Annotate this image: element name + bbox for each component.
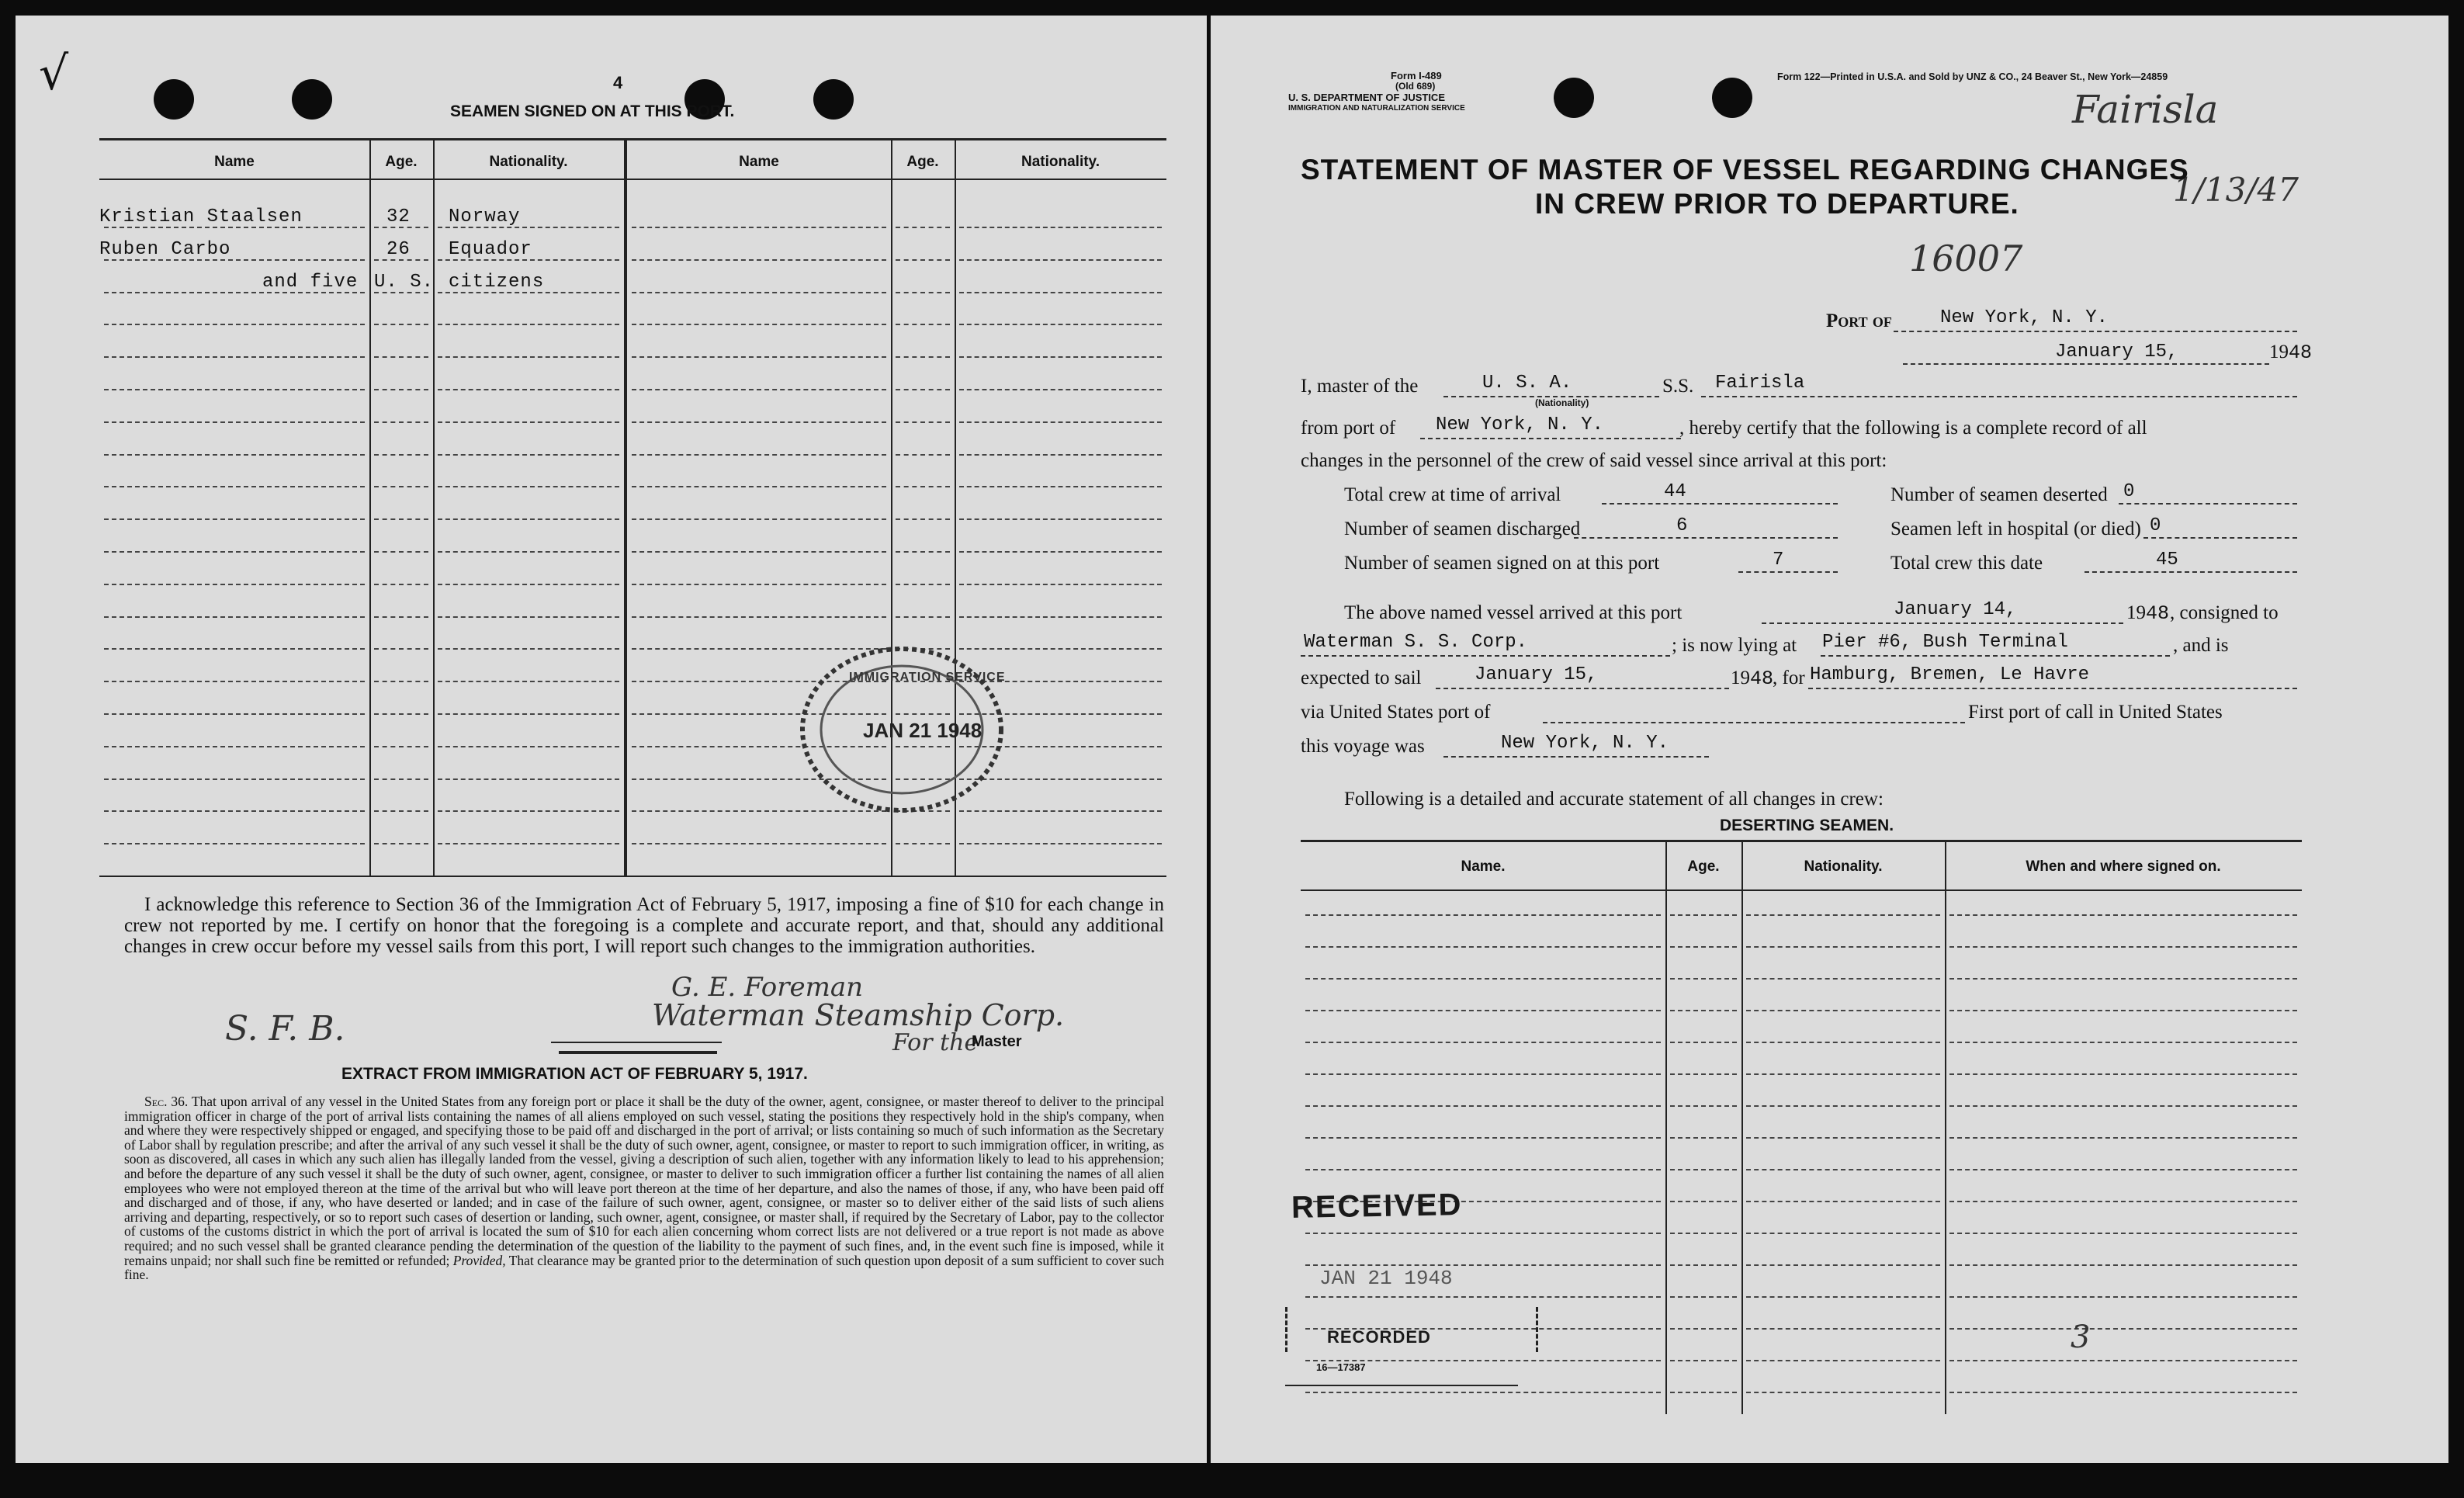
table-rule <box>896 486 950 487</box>
arrived-value: January 14, <box>1894 599 2017 620</box>
table-rule <box>438 324 619 325</box>
table-row-age: 26 <box>386 239 411 260</box>
column-header-name: Name. <box>1461 858 1506 875</box>
table-rule <box>104 616 365 618</box>
table-rule <box>959 292 1162 293</box>
table-row-age: 32 <box>386 206 411 227</box>
stat-label: Number of seamen deserted <box>1890 484 2108 505</box>
form-title-line2: IN CREW PRIOR TO DEPARTURE. <box>1535 188 2019 220</box>
table-rule <box>374 778 428 780</box>
table-rule <box>1305 946 1661 948</box>
table-rule <box>1949 1264 2297 1266</box>
section-title: SEAMEN SIGNED ON AT THIS PORT. <box>450 102 735 120</box>
arrived-label: The above named vessel arrived at this port <box>1344 602 1683 623</box>
nationality-value: U. S. A. <box>1482 373 1572 394</box>
table-rule <box>896 421 950 423</box>
table-rule <box>1949 1105 2297 1107</box>
table-rule <box>959 421 1162 423</box>
table-rule <box>374 746 428 747</box>
table-rule <box>1670 914 1737 916</box>
column-header-age: Age. <box>906 154 939 170</box>
table-rule <box>1949 1328 2297 1330</box>
table-rule <box>1670 1201 1737 1202</box>
table-rule <box>896 616 950 618</box>
lying-value: Pier #6, Bush Terminal <box>1822 632 2068 653</box>
punch-hole <box>1712 78 1752 118</box>
table-row-nationality: citizens <box>449 272 545 293</box>
table-rule <box>632 292 886 293</box>
table-rule <box>1949 1169 2297 1170</box>
table-rule <box>374 584 428 585</box>
handwritten-ship-name: Fairisla <box>2072 87 2219 132</box>
table-rule <box>1746 1328 1940 1330</box>
table-row-nationality: Norway <box>449 206 521 227</box>
master-of-label: I, master of the <box>1301 376 1419 397</box>
table-rule <box>104 454 365 456</box>
table-rule <box>104 356 365 358</box>
stat-value: 45 <box>2156 550 2178 570</box>
table-rule <box>438 389 619 390</box>
table-rule <box>1746 1010 1940 1011</box>
right-page <box>1211 16 2448 1463</box>
table-rule <box>632 356 886 358</box>
table-rule <box>896 259 950 261</box>
service-name: IMMIGRATION AND NATURALIZATION SERVICE <box>1288 104 1465 113</box>
table-rule <box>438 648 619 650</box>
table-rule <box>896 324 950 325</box>
table-rule <box>438 746 619 747</box>
expected-value: January 15, <box>1475 664 1598 685</box>
table-rule <box>1305 1296 1661 1298</box>
expected-year: 48 <box>1750 668 1774 690</box>
table-row-name: Ruben Carbo <box>99 239 231 260</box>
table-rule <box>959 389 1162 390</box>
table-rule <box>1746 1233 1940 1234</box>
port-label: Port of <box>1826 310 1892 331</box>
table-rule <box>1746 1042 1940 1043</box>
table-rule <box>1949 1042 2297 1043</box>
handwritten-file-number: 16007 <box>1909 238 2023 279</box>
extract-body: That upon arrival of any vessel in the United States from any foreign port or place it shall be the duty of the owner, agent, consignee, or master thereof to deliver to the principal immigration officer in charge of the port of arrival lists containing the names of all aliens employed on such vessel, stating the positions they respectively hold in the ship's company, when and where they were respectively shipped or engaged, and specifying those to be paid off and discharged in the port of arrival; or lists containing so much of such information as the Secretary of Labor shall by regulation prescribe; and after the arrival of any such vessel it shall be the duty of such owner, agent, consignee, or master to report to such immigration officer, in writing, as soon as discovered, all cases in which any such alien has illegally landed from the vessel, giving a description of such alien, together with any information likely to lead to his apprehension; and before the departure of any such vessel it shall be the duty of such owner, agent, consignee, or master to deliver to such immigration officer a further list containing the names of all alien employees who were not employed thereon at the time of the arrival but who will leave port thereon at the time of her departure, and also the names of those, if any, who have been paid off and discharged and of those, if any, who have deserted or landed; and in case of the failure of such owner, agent, consignee, or master so to deliver either of the said lists of such aliens arriving and departing, respectively, or so to report such cases of desertion or landing, such owner, agent, consignee, or master shall, if required by the Secretary of Labor, pay to the collector of customs of the customs district in which the port of arrival is located the sum of $10 for each alien concerning whom correct lists are not delivered or a true report is not made as above required; and no such vessel shall be granted clearance pending the determination of the question of the liability to the payment of such fines, and, in the event such fine is imposed, while it remains unpaid; nor shall such fine be remitted or refunded; <box>124 1094 1164 1268</box>
table-rule <box>632 259 886 261</box>
punch-hole <box>292 79 332 120</box>
extract-proviso: Provided, <box>452 1252 506 1268</box>
table-rule <box>374 486 428 487</box>
destinations-value: Hamburg, Bremen, Le Havre <box>1810 664 2090 685</box>
table-rule <box>1746 1392 1940 1393</box>
ship-name-value: Fairisla <box>1715 373 1805 394</box>
initials-signature: S. F. B. <box>225 1009 345 1049</box>
acknowledgement-paragraph: I acknowledge this reference to Section 36 of the Immigration Act of February 5, 1917, imposing a fine of $10 for each change in crew not reported by me. I certify on honor that the foregoing is a complete and accurate report, and that, should any additional changes in crew occur before my vessel sails from this port, I will report such changes to the immigration authorities. <box>124 894 1164 957</box>
table-rule <box>104 681 365 682</box>
via-label: via United States port of <box>1301 702 1491 723</box>
table-rule <box>104 518 365 520</box>
table-rule <box>374 518 428 520</box>
table-rule <box>1670 1233 1737 1234</box>
table-rule <box>1670 1169 1737 1170</box>
table-rule <box>104 810 365 812</box>
table-rule <box>1949 1010 2297 1011</box>
stat-value: 0 <box>2150 515 2161 536</box>
table-rule <box>1305 1169 1661 1170</box>
table-rule <box>1949 978 2297 980</box>
table-rule <box>1305 1105 1661 1107</box>
table-rule <box>374 356 428 358</box>
stat-label: Total crew this date <box>1890 553 2043 574</box>
following-text: Following is a detailed and accurate statement of all changes in crew: <box>1344 789 1884 810</box>
table-rule <box>104 584 365 585</box>
table-rule <box>1670 1296 1737 1298</box>
form-number: Form I-489 <box>1391 70 1442 81</box>
table-rule <box>632 421 886 423</box>
from-port-label: from port of <box>1301 418 1396 439</box>
table-rule <box>632 616 886 618</box>
table-rule <box>374 389 428 390</box>
lying-label: ; is now lying at <box>1672 635 1797 656</box>
table-rule <box>1746 1105 1940 1107</box>
table-rule <box>438 454 619 456</box>
table-rule <box>438 616 619 618</box>
table-rule <box>374 648 428 650</box>
table-rule <box>1670 1360 1737 1361</box>
extract-title: EXTRACT FROM IMMIGRATION ACT OF FEBRUARY 5, 1917. <box>341 1065 808 1083</box>
table-rule <box>632 389 886 390</box>
received-date: JAN 21 1948 <box>1319 1267 1453 1290</box>
table-rule <box>1949 914 2297 916</box>
table-rule <box>1949 1233 2297 1234</box>
table-rule <box>1305 1392 1661 1393</box>
table-rule <box>1746 1073 1940 1075</box>
table-rule <box>959 324 1162 325</box>
table-rule <box>104 843 365 844</box>
voyage-value: New York, N. Y. <box>1501 733 1669 754</box>
table-rule <box>1746 1201 1940 1202</box>
table-rule <box>438 421 619 423</box>
stat-label: Total crew at time of arrival <box>1344 484 1561 505</box>
table-rule <box>438 518 619 520</box>
stamp-agency-text: IMMIGRATION SERVICE <box>849 671 1006 684</box>
stat-value: 0 <box>2123 481 2135 502</box>
table-row-age: U. S. <box>374 272 435 293</box>
table-row-name: Kristian Staalsen <box>99 206 303 227</box>
table-rule <box>896 551 950 553</box>
table-rule <box>438 486 619 487</box>
table-rule <box>104 324 365 325</box>
table-rule <box>374 454 428 456</box>
table-rule <box>1670 1328 1737 1330</box>
table-rule <box>1670 1392 1737 1393</box>
left-page <box>16 16 1207 1463</box>
table-rule <box>438 778 619 780</box>
table-rule <box>959 551 1162 553</box>
table-rule <box>374 810 428 812</box>
table-rule <box>632 518 886 520</box>
table-rule <box>1670 978 1737 980</box>
table-rule <box>1305 914 1661 916</box>
date-year: 48 <box>2289 342 2313 364</box>
table-rule <box>104 389 365 390</box>
table-rule <box>896 843 950 844</box>
table-rule <box>374 843 428 844</box>
extract-paragraph <box>124 1094 1164 1282</box>
table-rule <box>104 778 365 780</box>
table-rule <box>1949 1360 2297 1361</box>
table-rule <box>1670 1042 1737 1043</box>
table-rule <box>959 486 1162 487</box>
table-rule <box>1949 1392 2297 1393</box>
table-rule <box>959 584 1162 585</box>
table-rule <box>959 616 1162 618</box>
table-rule <box>1746 1296 1940 1298</box>
table-rule <box>104 486 365 487</box>
master-caption: Master <box>972 1033 1022 1050</box>
table-rule <box>1746 1360 1940 1361</box>
table-rule <box>1746 1169 1940 1170</box>
stat-value: 44 <box>1664 481 1686 502</box>
table-rule <box>896 389 950 390</box>
table-rule <box>896 227 950 228</box>
table-rule <box>1949 946 2297 948</box>
signature-for-the: For the <box>892 1029 979 1056</box>
table-rule <box>1746 946 1940 948</box>
arrived-year: 48 <box>2146 602 2170 625</box>
table-rule <box>1949 1073 2297 1075</box>
table-rule <box>896 356 950 358</box>
table-rule <box>374 713 428 715</box>
expected-year-prefix: 19 <box>1731 668 1750 688</box>
bottom-handwritten-mark: 3 <box>2071 1319 2091 1355</box>
table-rule <box>438 810 619 812</box>
table-rule <box>1949 1201 2297 1202</box>
table-rule <box>1746 1137 1940 1139</box>
table-rule <box>104 648 365 650</box>
column-header-nationality: Nationality. <box>1021 154 1100 170</box>
table-rule <box>1305 1233 1661 1234</box>
table-rule <box>959 454 1162 456</box>
table-rule <box>438 356 619 358</box>
table-rule <box>1305 1073 1661 1075</box>
column-header-name: Name <box>214 154 255 170</box>
handwritten-date: 1/13/47 <box>2173 171 2299 209</box>
voyage-label: this voyage was <box>1301 736 1425 757</box>
table-rule <box>632 486 886 487</box>
consigned-label: , consigned to <box>2170 602 2279 623</box>
punch-hole <box>813 79 854 120</box>
table-rule <box>632 551 886 553</box>
column-header-age: Age. <box>1687 858 1720 875</box>
column-header-nationality: Nationality. <box>489 154 568 170</box>
table-rule <box>1305 1010 1661 1011</box>
extract-end: That clearance may be granted prior to the determination of such question upon deposit of a sum sufficient to cover such fine. <box>124 1252 1165 1283</box>
for-label: , for <box>1773 668 1805 688</box>
column-header-nationality: Nationality. <box>1804 858 1883 875</box>
table-rule <box>959 356 1162 358</box>
table-rule <box>438 843 619 844</box>
table-rule <box>632 454 886 456</box>
corner-check-mark: √ <box>39 47 69 101</box>
signature-company: Waterman Steamship Corp. <box>652 998 1065 1032</box>
punch-hole <box>154 79 194 120</box>
table-rule <box>374 551 428 553</box>
table-rule <box>104 713 365 715</box>
table-rule <box>1746 1264 1940 1266</box>
table-rule <box>959 259 1162 261</box>
received-stamp: RECEIVED <box>1291 1188 1463 1225</box>
table-rule <box>438 713 619 715</box>
table-rule <box>959 843 1162 844</box>
table-rule <box>104 551 365 553</box>
deserting-title: DESERTING SEAMEN. <box>1720 817 1894 834</box>
page-number: 4 <box>613 73 623 92</box>
arrived-year-prefix: 19 <box>2126 602 2146 623</box>
column-header-name: Name <box>739 154 779 170</box>
table-rule <box>104 746 365 747</box>
table-rule <box>374 681 428 682</box>
stat-value: 7 <box>1773 550 1784 570</box>
table-rule <box>104 421 365 423</box>
table-row-nationality: Equador <box>449 239 532 260</box>
table-rule <box>1305 1137 1661 1139</box>
table-rule <box>374 421 428 423</box>
column-header-when-where: When and where signed on. <box>2026 858 2221 875</box>
table-rule <box>1746 914 1940 916</box>
consignee-value: Waterman S. S. Corp. <box>1304 632 1528 653</box>
port-value: New York, N. Y. <box>1940 307 2109 328</box>
footer-code: 16—17387 <box>1316 1361 1366 1373</box>
table-rule <box>374 616 428 618</box>
table-rule <box>438 681 619 682</box>
stat-label: Number of seamen signed on at this port <box>1344 553 1660 574</box>
table-rule <box>1670 946 1737 948</box>
table-rule <box>374 324 428 325</box>
stat-label: Seamen left in hospital (or died) <box>1890 518 2141 539</box>
table-rule <box>959 518 1162 520</box>
from-port-value: New York, N. Y. <box>1436 414 1604 435</box>
table-rule <box>1305 1264 1661 1266</box>
table-rule <box>438 584 619 585</box>
date-year-prefix: 19 <box>2269 342 2289 362</box>
table-rule <box>1305 978 1661 980</box>
table-rule <box>896 454 950 456</box>
table-rule <box>1670 1105 1737 1107</box>
punch-hole <box>1554 78 1594 118</box>
signature-name: G. E. Foreman <box>671 972 863 1003</box>
nationality-caption: (Nationality) <box>1535 397 1589 408</box>
recorded-stamp: RECORDED <box>1327 1327 1431 1347</box>
first-port-label: First port of call in United States <box>1968 702 2223 723</box>
changes-text: changes in the personnel of the crew of said vessel since arrival at this port: <box>1301 450 1887 471</box>
table-rule <box>632 227 886 228</box>
table-rule <box>438 551 619 553</box>
table-rule <box>1305 1042 1661 1043</box>
ss-label: S.S. <box>1662 376 1694 397</box>
extract-section-label: Sec. 36. <box>144 1094 189 1109</box>
table-rule <box>632 843 886 844</box>
and-is-label: , and is <box>2173 635 2229 656</box>
date-value: January 15, <box>2055 342 2178 362</box>
certify-text: , hereby certify that the following is a complete record of all <box>1679 418 2147 439</box>
table-rule <box>1670 1264 1737 1266</box>
table-rule <box>1670 1137 1737 1139</box>
table-rule <box>1670 1010 1737 1011</box>
table-rule <box>896 584 950 585</box>
expected-label: expected to sail <box>1301 668 1422 688</box>
table-rule <box>1670 1073 1737 1075</box>
table-rule <box>896 292 950 293</box>
department-name: U. S. DEPARTMENT OF JUSTICE <box>1288 92 1445 103</box>
table-rule <box>1746 978 1940 980</box>
table-rule <box>1949 1296 2297 1298</box>
table-rule <box>959 227 1162 228</box>
table-row-name: and five <box>262 272 359 293</box>
table-rule <box>632 324 886 325</box>
column-header-age: Age. <box>385 154 418 170</box>
form-title-line1: STATEMENT OF MASTER OF VESSEL REGARDING CHANGES <box>1301 154 2189 186</box>
form-old-number: (Old 689) <box>1395 81 1436 92</box>
stamp-date-text: JAN 21 1948 <box>863 719 982 742</box>
stat-value: 6 <box>1676 515 1688 536</box>
stat-label: Number of seamen discharged <box>1344 518 1581 539</box>
table-rule <box>1949 1137 2297 1139</box>
table-rule <box>896 518 950 520</box>
printer-line: Form 122—Printed in U.S.A. and Sold by UNZ & CO., 24 Beaver St., New York—24859 <box>1777 71 2168 82</box>
immigration-date-stamp <box>785 636 1018 823</box>
table-rule <box>632 584 886 585</box>
